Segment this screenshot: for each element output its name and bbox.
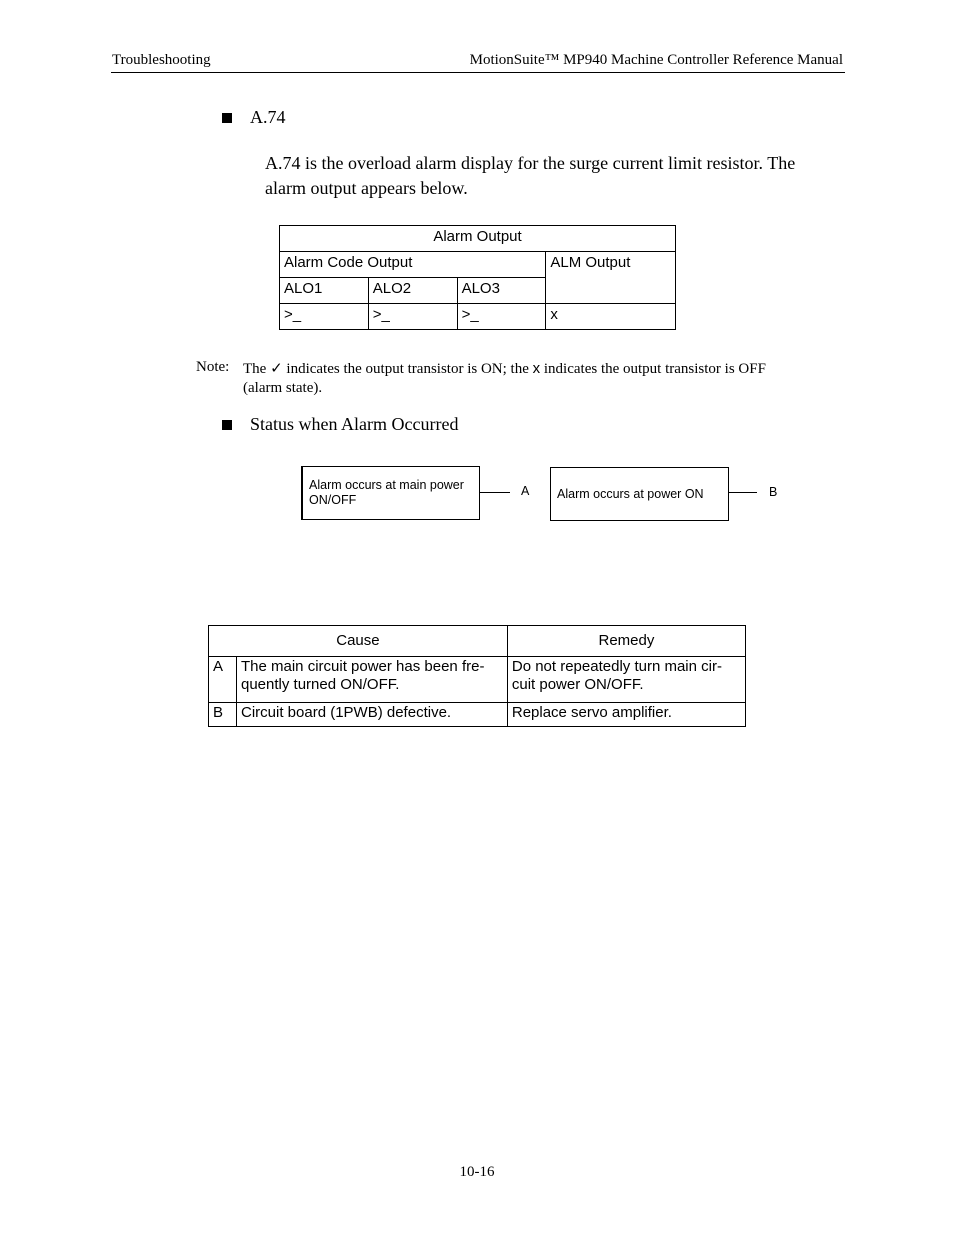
column-header-alo1: ALO1 (280, 278, 369, 304)
connector-line-b (729, 492, 757, 493)
row-id: B (209, 703, 237, 727)
alo2-value: >_ (368, 304, 457, 330)
status-label-a: A (521, 484, 530, 498)
alarm-output-table (279, 225, 676, 330)
status-label-b: B (769, 485, 778, 499)
alm-value: x (546, 304, 676, 330)
header-rule (111, 72, 845, 73)
page-number: 10-16 (459, 1164, 495, 1180)
status-box-main-power (301, 466, 480, 520)
table-row (209, 657, 746, 703)
header-section-title: Troubleshooting (112, 52, 211, 68)
connector-line-a (480, 492, 510, 493)
remedy-cell: Replace servo amplifier. (507, 703, 745, 727)
alarm-description: A.74 is the overload alarm display for the surge current limit resistor. The alarm output appears below. (265, 153, 796, 198)
note-text-part: indicates the output transistor is ON; the (282, 361, 533, 377)
column-header-alo2: ALO2 (368, 278, 457, 304)
header-manual-title: MotionSuite™ MP940 Machine Controller Reference Manual (469, 52, 843, 68)
table-row (209, 703, 746, 727)
row-id: A (209, 657, 237, 703)
alo3-value: >_ (457, 304, 546, 330)
alo1-value: >_ (280, 304, 369, 330)
remedy-cell: Do not repeatedly turn main cir-cuit power ON/OFF. (507, 657, 745, 703)
alm-output-label: ALM Output (546, 252, 676, 304)
cause-header: Cause (209, 626, 508, 657)
status-box-main-power-text: Alarm occurs at main power ON/OFF (309, 478, 464, 507)
status-heading: Status when Alarm Occurred (250, 414, 459, 434)
status-box-power-on-text: Alarm occurs at power ON (557, 486, 704, 501)
status-box-power-on (550, 467, 729, 521)
cause-cell: Circuit board (1PWB) defective. (237, 703, 508, 727)
column-header-alo3: ALO3 (457, 278, 546, 304)
cause-remedy-table (208, 625, 746, 727)
remedy-header: Remedy (507, 626, 745, 657)
note-text-part: indicates the output transistor is OFF (alarm state). (243, 361, 766, 396)
square-bullet-icon (222, 420, 232, 430)
check-mark-icon: ✓ (270, 361, 283, 377)
note-text-part: The (243, 361, 271, 377)
alarm-code-output-label: Alarm Code Output (280, 252, 546, 278)
alarm-heading: A.74 (250, 107, 286, 127)
alarm-output-title: Alarm Output (280, 226, 676, 252)
note-label: Note: (196, 359, 230, 375)
note-text (243, 359, 803, 398)
x-mark-icon: x (532, 360, 541, 377)
cause-cell: The main circuit power has been fre-quently turned ON/OFF. (237, 657, 508, 703)
square-bullet-icon (222, 113, 232, 123)
